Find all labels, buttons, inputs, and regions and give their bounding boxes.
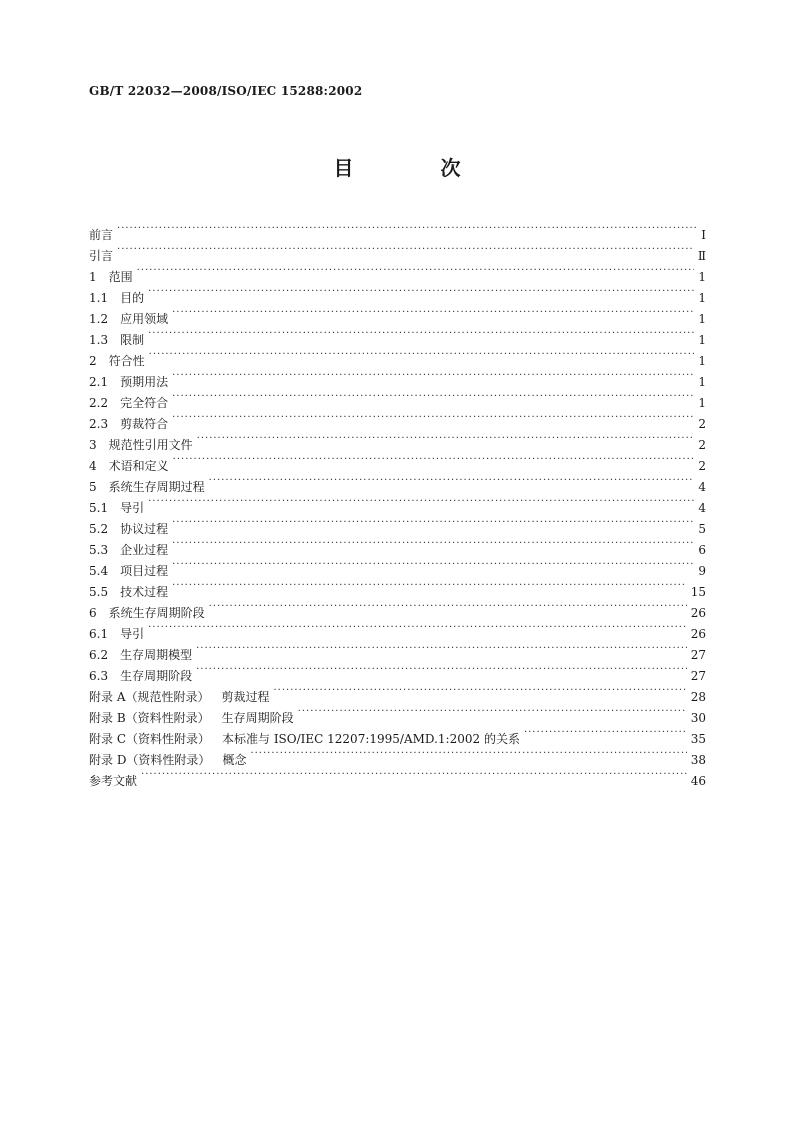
toc-entry-label: 技术过程 [120,585,169,599]
toc-page-number: 6 [698,543,706,557]
toc-leader-dots [141,764,687,785]
toc-entry-label: 企业过程 [120,543,169,557]
toc-entry-label: 剪裁符合 [120,417,169,431]
toc-page-number: 2 [698,459,706,473]
toc-entry-title [89,246,113,267]
toc-entry[interactable] [89,449,706,473]
toc-entry[interactable] [89,260,706,284]
toc-entry-title [89,351,145,372]
toc-entry-title [89,582,168,603]
toc-leader-dots [149,344,695,365]
toc-entry-title [89,771,137,792]
toc-leader-dots [274,680,687,701]
toc-entry-number: 5.5 [89,585,109,599]
toc-entry-label: 规范性引用文件 [108,438,193,452]
toc-leader-dots [148,491,694,512]
toc-entry-number: 5 [89,480,97,494]
toc-entry-number: 附录 C（资料性附录） [89,732,210,746]
toc-entry-title [89,372,168,393]
toc-page-number: 35 [690,732,706,746]
toc-entry-label: 导引 [120,501,145,515]
toc-leader-dots [137,260,695,281]
toc-entry-label: 项目过程 [120,564,169,578]
toc-entry-title [89,666,192,687]
toc-entry[interactable] [89,407,706,431]
toc-page-number: 27 [690,669,706,683]
toc-entry-number: 附录 D（资料性附录） [89,753,211,767]
toc-entry-label: 应用领域 [120,312,169,326]
toc-leader-dots [172,533,694,554]
toc-leader-dots [172,407,694,428]
toc-entry-title [89,225,113,246]
toc-page-number: 4 [698,501,706,515]
toc-entry-number: 2 [89,354,97,368]
toc-entry-number: 1.3 [89,333,109,347]
toc-entry-number: 2.3 [89,417,109,431]
toc-leader-dots [209,470,695,491]
toc-page-number: 1 [698,333,706,347]
toc-entry-label: 参考文献 [89,774,138,788]
toc-entry-title [89,393,168,414]
toc-leader-dots [172,575,687,596]
toc-entry[interactable] [89,386,706,410]
toc-page-number: 5 [698,522,706,536]
toc-entry-title [89,456,169,477]
toc-entry[interactable] [89,470,706,494]
toc-entry-label: 系统生存周期阶段 [108,606,205,620]
toc-entry[interactable] [89,491,706,515]
toc-entry-number: 4 [89,459,97,473]
standard-code-header: GB/T 22032—2008/ISO/IEC 15288:2002 [89,84,363,98]
toc-page-number: 26 [690,606,706,620]
toc-entry-title [89,498,144,519]
toc-entry-title [89,540,168,561]
toc-entry-label: 生存周期模型 [120,648,193,662]
toc-page-number: 2 [698,438,706,452]
toc-entry-number: 6 [89,606,97,620]
toc-entry[interactable] [89,365,706,389]
toc-entry-label: 生存周期阶段 [120,669,193,683]
toc-entry-number: 5.1 [89,501,109,515]
toc-leader-dots [524,722,687,743]
toc-entry-number: 2.1 [89,375,109,389]
toc-entry-label: 范围 [108,270,133,284]
toc-leader-dots [172,554,694,575]
toc-leader-dots [173,449,695,470]
toc-leader-dots [298,701,687,722]
toc-page-number: 1 [698,291,706,305]
toc-page-number: 15 [690,585,706,599]
toc-page-number: 38 [690,753,706,767]
toc-entry-number: 5.3 [89,543,109,557]
toc-page-number: 2 [698,417,706,431]
toc-entry-title [89,267,133,288]
toc-entry-number: 1 [89,270,97,284]
toc-leader-dots [196,659,687,680]
toc-entry[interactable] [89,218,706,242]
toc-entry[interactable] [89,596,706,620]
toc-entry-title [89,519,168,540]
toc-entry[interactable] [89,323,706,347]
toc-leader-dots [172,512,694,533]
toc-entry[interactable] [89,302,706,326]
toc-page-number: Ⅱ [697,249,706,263]
toc-page-number: 1 [698,270,706,284]
toc-page-number: 27 [690,648,706,662]
toc-leader-dots [172,386,694,407]
toc-entry-title [89,687,270,708]
toc-entry-label: 概念 [222,753,247,767]
toc-entry[interactable] [89,428,706,452]
toc-page-number: 30 [690,711,706,725]
toc-page-number: 4 [698,480,706,494]
toc-entry-label: 完全符合 [120,396,169,410]
table-of-contents [89,218,706,788]
toc-entry-number: 1.2 [89,312,109,326]
toc-entry-title [89,645,192,666]
toc-entry[interactable] [89,512,706,536]
toc-entry-title [89,708,294,729]
toc-entry[interactable] [89,554,706,578]
toc-leader-dots [148,281,694,302]
toc-entry-number: 6.1 [89,627,109,641]
toc-entry-label: 本标准与 ISO/IEC 12207:1995/AMD.1:2002 的关系 [222,732,520,746]
toc-entry-label: 目的 [120,291,145,305]
toc-entry[interactable] [89,281,706,305]
toc-entry-label: 剪裁过程 [221,690,270,704]
toc-entry-label: 前言 [89,228,114,242]
toc-entry-number: 2.2 [89,396,109,410]
toc-page-number: 1 [698,312,706,326]
toc-entry-number: 6.3 [89,669,109,683]
toc-entry[interactable] [89,575,706,599]
toc-entry-title [89,414,168,435]
toc-entry-label: 符合性 [108,354,145,368]
toc-entry-label: 协议过程 [120,522,169,536]
toc-entry-label: 生存周期阶段 [221,711,294,725]
page-title: 目 次 [333,156,501,180]
toc-entry[interactable] [89,344,706,368]
toc-entry[interactable] [89,239,706,263]
toc-entry-number: 6.2 [89,648,109,662]
toc-entry[interactable] [89,533,706,557]
toc-entry-label: 系统生存周期过程 [108,480,205,494]
toc-leader-dots [148,617,687,638]
toc-entry-title [89,330,144,351]
toc-entry-title [89,624,144,645]
toc-entry-label: 导引 [120,627,145,641]
toc-entry-title [89,288,144,309]
toc-leader-dots [148,323,694,344]
toc-entry-number: 附录 A（规范性附录） [89,690,210,704]
toc-page-number: Ⅰ [701,228,706,242]
toc-entry-label: 引言 [89,249,114,263]
toc-leader-dots [172,302,694,323]
toc-leader-dots [250,743,686,764]
toc-entry-label: 预期用法 [120,375,169,389]
toc-entry-number: 附录 B（资料性附录） [89,711,210,725]
toc-entry-number: 1.1 [89,291,109,305]
toc-leader-dots [197,428,695,449]
toc-page-number: 26 [690,627,706,641]
toc-leader-dots [117,239,694,260]
toc-entry-label: 术语和定义 [108,459,169,473]
toc-entry[interactable] [89,638,706,662]
toc-leader-dots [196,638,687,659]
toc-entry[interactable] [89,764,706,788]
toc-entry-number: 3 [89,438,97,452]
toc-page-number: 46 [690,774,706,788]
toc-page-number: 28 [690,690,706,704]
toc-entry-title [89,561,168,582]
toc-entry-number: 5.4 [89,564,109,578]
toc-page-number: 1 [698,354,706,368]
toc-leader-dots [209,596,687,617]
toc-page-number: 1 [698,396,706,410]
toc-page-number: 9 [698,564,706,578]
toc-entry-label: 限制 [120,333,145,347]
toc-entry[interactable] [89,617,706,641]
toc-entry-number: 5.2 [89,522,109,536]
toc-leader-dots [172,365,694,386]
toc-leader-dots [117,218,697,239]
toc-page-number: 1 [698,375,706,389]
